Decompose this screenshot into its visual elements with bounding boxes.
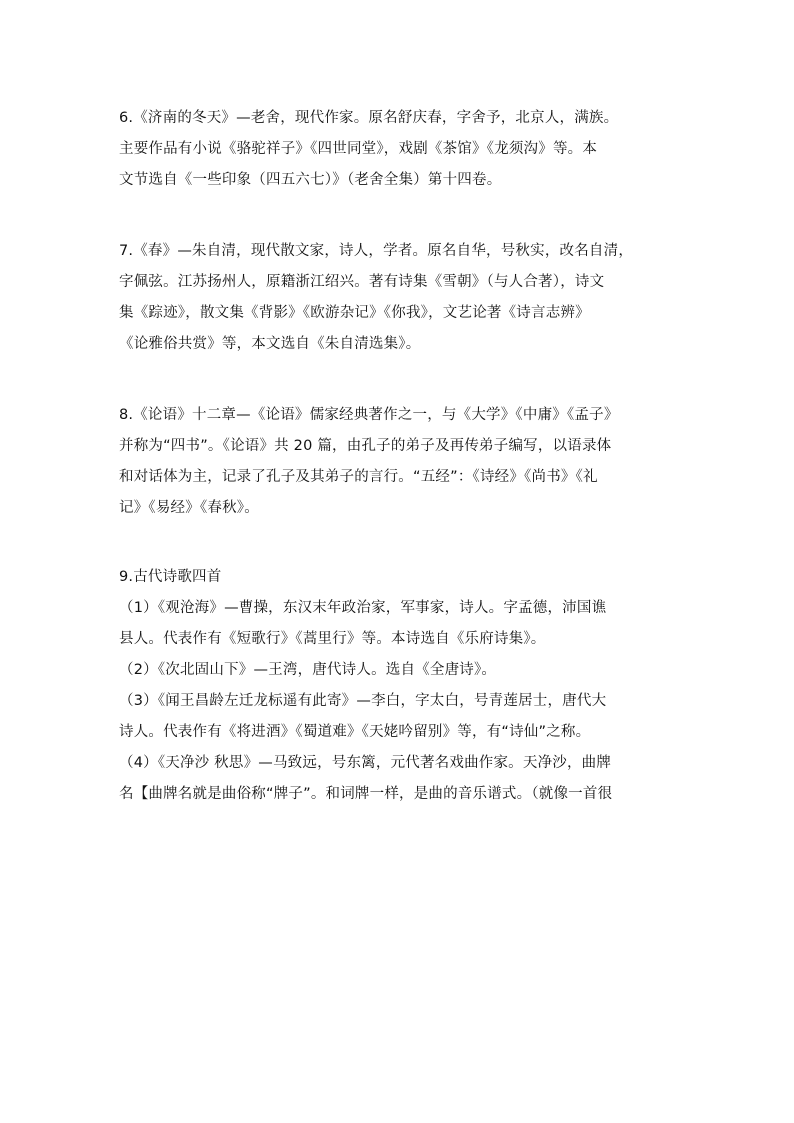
text-line: 7.《春》—朱自清，现代散文家，诗人，学者。原名自华，号秋实，改名自清， <box>119 243 634 259</box>
paragraph-gap <box>119 196 689 236</box>
text-line: 《论雅俗共赏》等，本文选自《朱自清选集》。 <box>119 336 421 352</box>
text-line: （3）《闻王昌龄左迁龙标遥有此寄》—李白，字太白，号青莲居士，唐代大 <box>119 693 607 709</box>
text-line: 诗人。代表作有《将进酒》《蜀道难》《天姥吟留别》等，有“诗仙”之称。 <box>119 724 591 740</box>
section-analects <box>119 400 689 524</box>
text-line: （4）《天净沙 秋思》—马致远，号东篱，元代著名戏曲作家。天净沙，曲牌 <box>119 755 612 771</box>
text-line: 县人。代表作有《短歌行》《蒿里行》等。本诗选自《乐府诗集》。 <box>119 631 546 647</box>
document-page <box>119 103 689 810</box>
paragraph-gap <box>119 524 689 562</box>
section-heading: 9.古代诗歌四首 <box>119 569 222 585</box>
text-line: 文节选自《一些印象（四五六七）》（老舍全集）第十四卷。 <box>119 172 502 188</box>
section-jinan-winter <box>119 103 689 196</box>
text-line: （2）《次北固山下》—王湾，唐代诗人。选自《全唐诗》。 <box>119 662 497 678</box>
text-line: （1）《观沧海》—曹操，东汉末年政治家，军事家，诗人。字孟德，沛国谯 <box>119 600 607 616</box>
text-line: 集《踪迹》，散文集《背影》《欧游杂记》《你我》，文艺论著《诗言志辨》 <box>119 305 590 321</box>
text-line: 记》《易经》《春秋》。 <box>119 500 259 516</box>
paragraph-gap <box>119 360 689 400</box>
text-line: 字佩弦。江苏扬州人，原籍浙江绍兴。著有诗集《雪朝》（与人合著），诗文 <box>119 274 605 290</box>
text-line: 8.《论语》十二章—《论语》儒家经典著作之一，与《大学》《中庸》《孟子》 <box>119 407 619 423</box>
text-line: 和对话体为主，记录了孔子及其弟子的言行。“五经”：《诗经》《尚书》《礼 <box>119 469 598 485</box>
section-ancient-poems <box>119 562 689 810</box>
section-spring <box>119 236 689 360</box>
text-line: 并称为“四书”。《论语》共 20 篇，由孔子的弟子及再传弟子编写，以语录体 <box>119 438 612 454</box>
text-line: 6.《济南的冬天》—老舍，现代作家。原名舒庆春，字舍予，北京人，满族。 <box>119 110 619 126</box>
text-line: 名【曲牌名就是曲俗称“牌子”。和词牌一样，是曲的音乐谱式。（就像一首很 <box>119 786 613 802</box>
text-line: 主要作品有小说《骆驼祥子》《四世同堂》，戏剧《茶馆》《龙须沟》等。本 <box>119 141 598 157</box>
